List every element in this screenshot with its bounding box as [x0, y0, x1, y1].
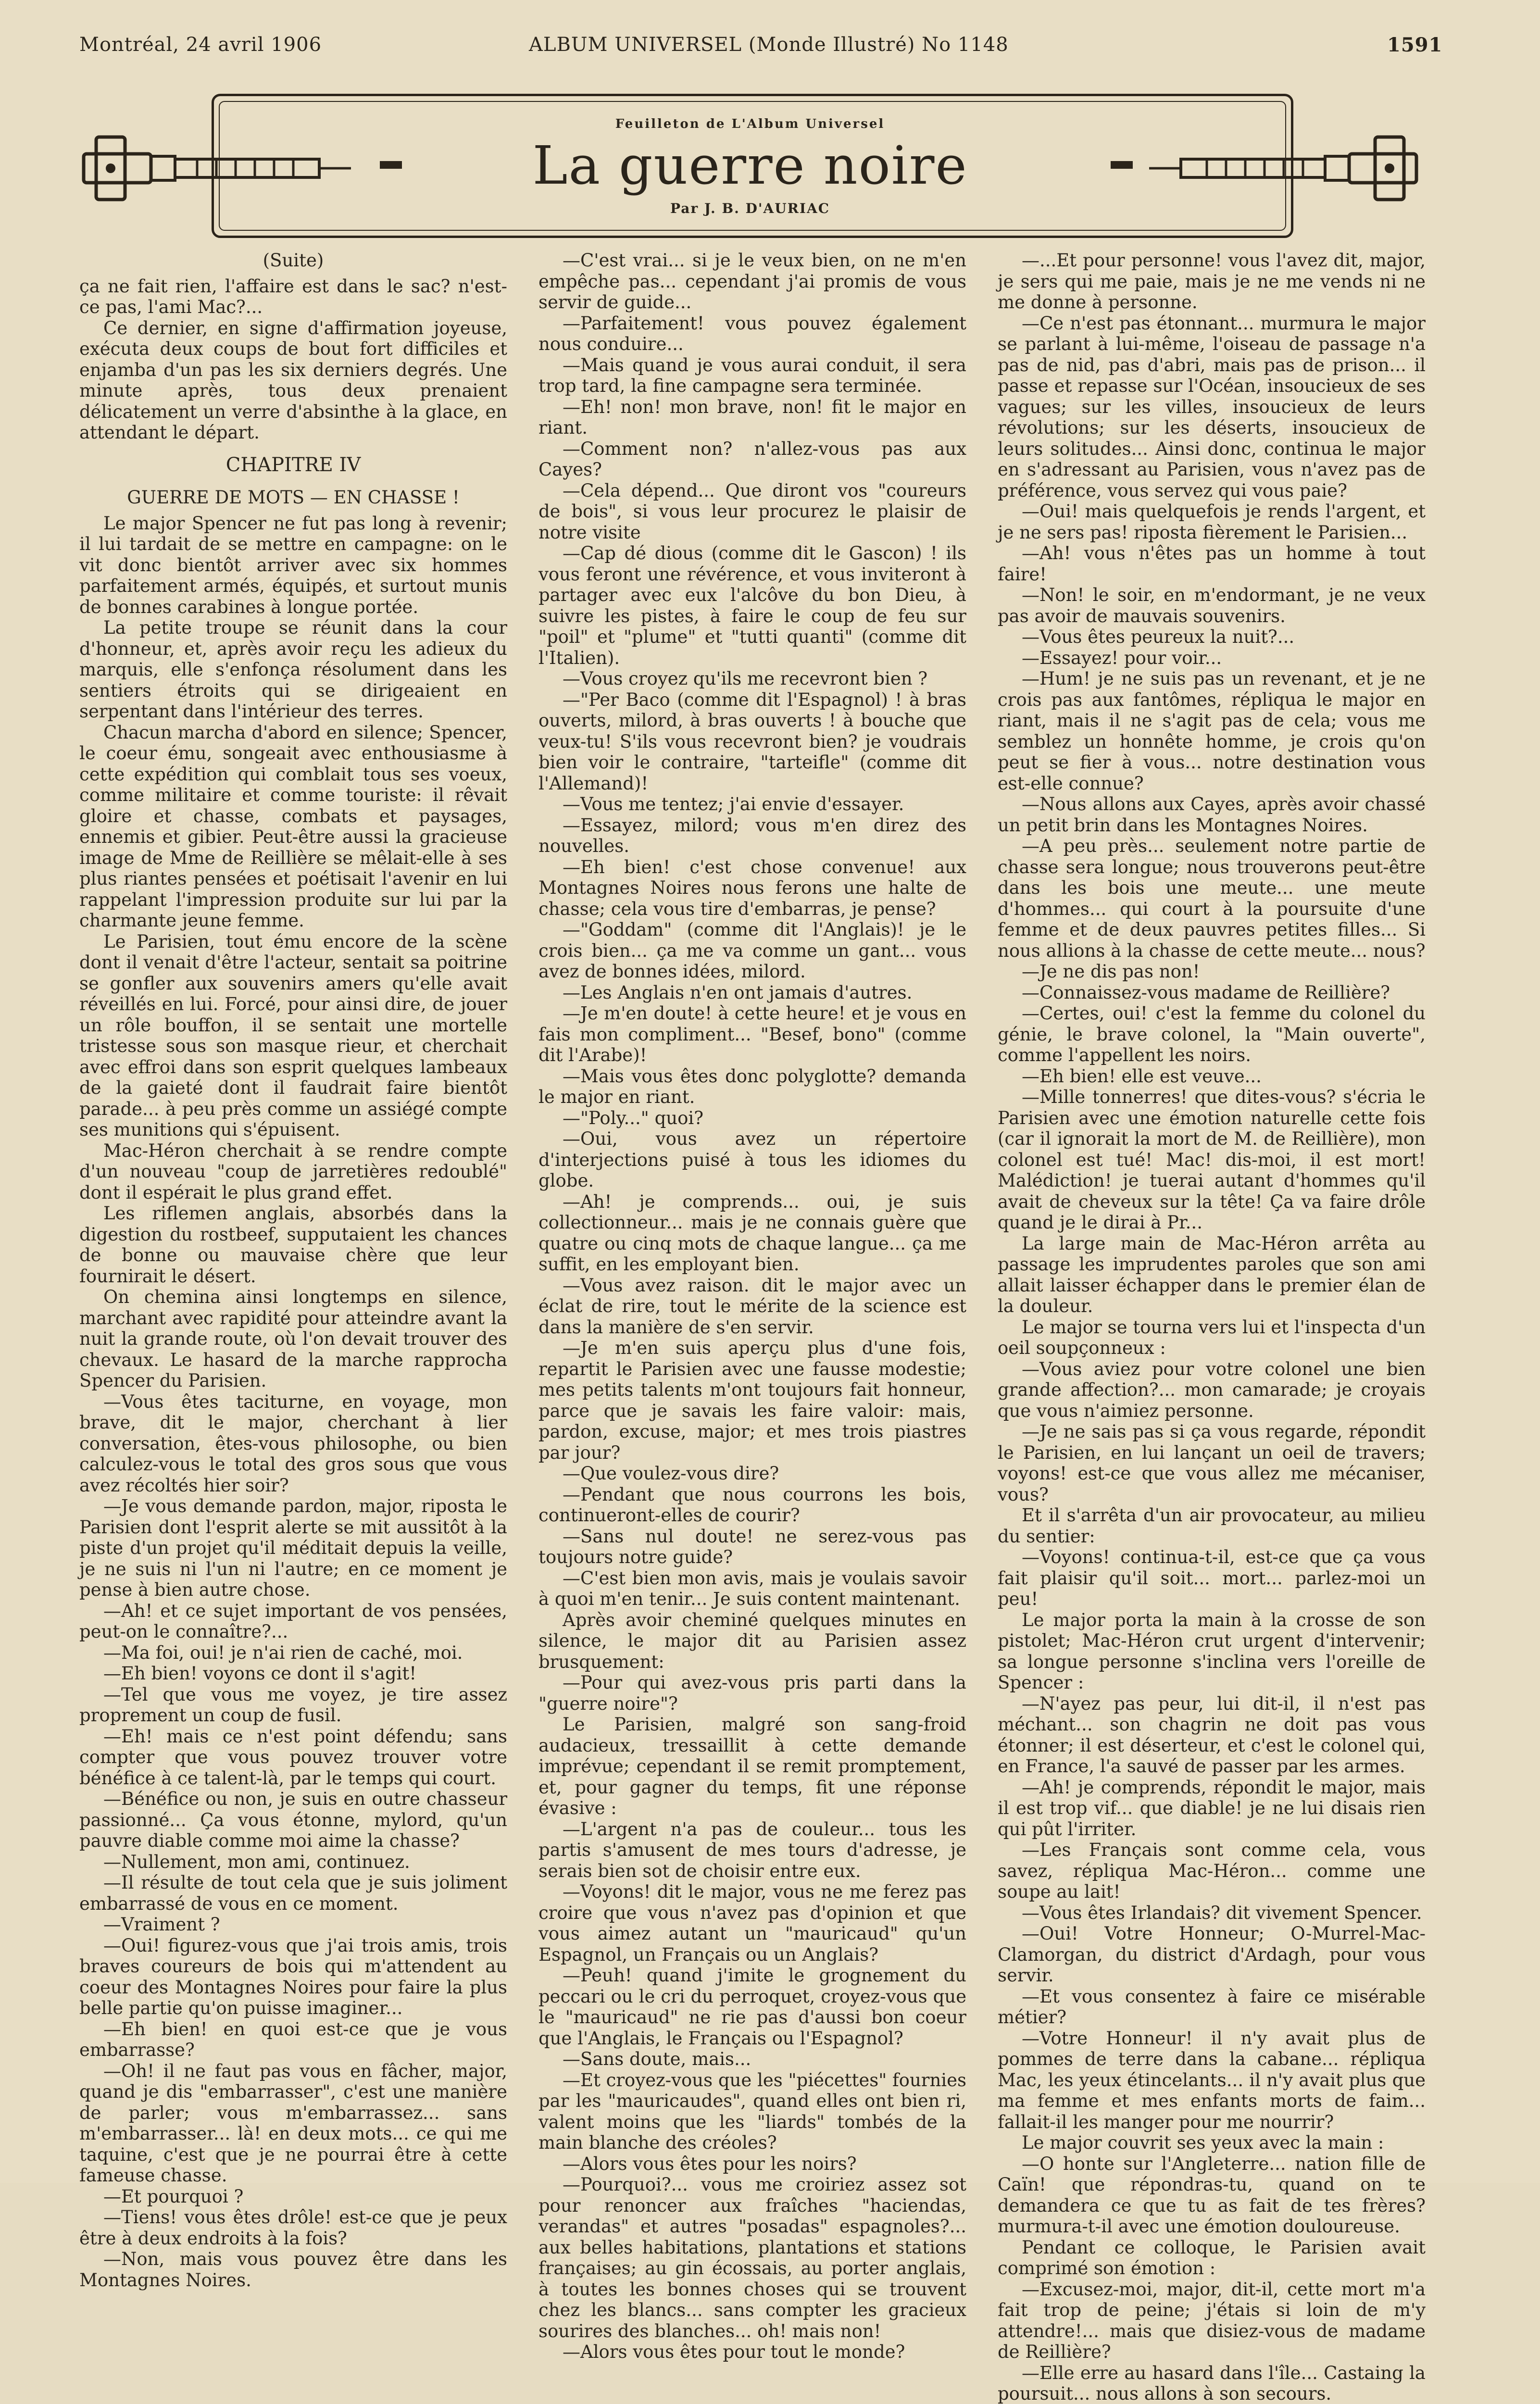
paragraph: Ce dernier, en signe d'affirmation joyeuse, exécuta deux coups de bout fort difficiles et enjamba d'un pas les six derniers degrés. Une minute après, tous deux prenaient délicatement un verre d'absinthe à la glace, en attendant le départ.	[79, 318, 507, 443]
paragraph: —Eh! non! mon brave, non! fit le major en riant.	[538, 397, 966, 438]
paragraph: —Je m'en doute! à cette heure! et je vous en fais mon compliment... "Besef, bono" (comme dit l'Arabe)!	[538, 1003, 966, 1066]
paragraph: —Pour qui avez-vous pris parti dans la "guerre noire"?	[538, 1672, 966, 1714]
paragraph: Le major se tourna vers lui et l'inspecta d'un oeil soupçonneux :	[998, 1317, 1426, 1359]
paragraph: —Hum! je ne suis pas un revenant, et je ne crois pas aux fantômes, répliqua le major en riant, mais il ne s'agit pas de cela; vous me semblez un honnête homme, je crois qu'on peut se fier à vous... notre destination vous est-elle connue?	[998, 668, 1426, 794]
paragraph: —Eh bien! elle est veuve...	[998, 1066, 1426, 1087]
paragraph: —Voyons! dit le major, vous ne me ferez pas croire que vous n'avez pas d'opinion et que vous aimez autant un "mauricaud" qu'un Espagnol, un Français ou un Anglais?	[538, 1881, 966, 1965]
paragraph: —Pendant que nous courrons les bois, continueront-elles de courir?	[538, 1484, 966, 1526]
paragraph: —Il résulte de tout cela que je suis joliment embarrassé de vous en ce moment.	[79, 1872, 507, 1914]
paragraph: —Alors vous êtes pour tout le monde?	[538, 2341, 966, 2363]
paragraph: —A peu près... seulement notre partie de chasse sera longue; nous trouverons peut-être dans les bois une meute... une meute d'hommes... qui court à la poursuite d'une femme et de deux pauvres petites filles... Si nous allions à la chasse de cette meute... nous?	[998, 836, 1426, 961]
paragraph: —Et vous consentez à faire ce misérable métier?	[998, 1986, 1426, 2028]
paragraph: —"Poly..." quoi?	[538, 1108, 966, 1129]
column-3	[998, 250, 1426, 2164]
running-header	[0, 34, 1540, 72]
paragraph: —Vous avez raison. dit le major avec un éclat de rire, tout le mérite de la science est dans la manière de s'en servir.	[538, 1275, 966, 1338]
paragraph: —Ah! vous n'êtes pas un homme à tout faire!	[998, 543, 1426, 585]
paragraph: —Sans doute, mais...	[538, 2049, 966, 2070]
paragraph: —Tel que vous me voyez, je tire assez proprement un coup de fusil.	[79, 1684, 507, 1726]
paragraph: —Oui! Votre Honneur; O-Murrel-Mac-Clamorgan, du district d'Ardagh, pour vous servir.	[998, 1923, 1426, 1986]
paragraph: —Oui! mais quelquefois je rends l'argent, et je ne sers pas! riposta fièrement le Parisien...	[998, 501, 1426, 543]
paragraph: —Peuh! quand j'imite le grognement du peccari ou le cri du perroquet, croyez-vous que le "mauricaud" ne rie pas d'aussi bon coeur que l'Anglais, le Français ou l'Espagnol?	[538, 1965, 966, 2049]
paragraph: —Ce n'est pas étonnant... murmura le major se parlant à lui-même, l'oiseau de passage n'a pas de nid, pas d'abri, mais pas de prison... il passe et repasse sur l'Océan, insoucieux de ses vagues; sur les villes, insoucieux de leurs révolutions; sur les déserts, insoucieux de leurs solitudes... Ainsi donc, continua le major en s'adressant au Parisien, vous n'avez pas de préférence, vous servez qui vous paie?	[998, 313, 1426, 501]
paragraph: —Et croyez-vous que les "piécettes" fournies par les "mauricaudes", quand elles ont bien ri, valent moins que les "liards" tombés de la main blanche des créoles?	[538, 2070, 966, 2154]
paragraph: ça ne fait rien, l'affaire est dans le sac? n'est-ce pas, l'ami Mac?...	[79, 276, 507, 318]
chapter-title: GUERRE DE MOTS — EN CHASSE !	[79, 487, 507, 508]
paragraph: —Connaissez-vous madame de Reillière?	[998, 982, 1426, 1003]
paragraph: —Oui, vous avez un répertoire d'interjections puisé à tous les idiomes du globe.	[538, 1128, 966, 1191]
paragraph: —Je vous demande pardon, major, riposta le Parisien dont l'esprit alerte se mit aussitôt à la piste d'un projet qu'il méditait depuis la veille, je ne suis ni l'un ni l'autre; en ce moment je pense à bien autre chose.	[79, 1496, 507, 1601]
paragraph: —"Goddam" (comme dit l'Anglais)! je le crois bien... ça me va comme un gant... vous avez de bonnes idées, milord.	[538, 919, 966, 982]
continued-label: (Suite)	[79, 250, 507, 271]
paragraph: —L'argent n'a pas de couleur... tous les partis s'amusent de mes tours d'adresse, je serais bien sot de choisir entre eux.	[538, 1819, 966, 1882]
paragraph: —Mais vous êtes donc polyglotte? demanda le major en riant.	[538, 1066, 966, 1108]
paragraph: —Vous aviez pour votre colonel une bien grande affection?... mon camarade; je croyais que vous n'aimiez personne.	[998, 1359, 1426, 1422]
paragraph: —...Et pour personne! vous l'avez dit, major, je sers qui me paie, mais je ne me vends ni ne me donne à personne.	[998, 250, 1426, 313]
paragraph: —Que voulez-vous dire?	[538, 1463, 966, 1484]
paragraph: Le major porta la main à la crosse de son pistolet; Mac-Héron crut urgent d'intervenir; sa longue personne s'inclina vers l'oreille de Spencer :	[998, 1610, 1426, 1693]
paragraph: —Comment non? n'allez-vous pas aux Cayes?	[538, 438, 966, 480]
paragraph: —Bénéfice ou non, je suis en outre chasseur passionné... Ça vous étonne, mylord, qu'un pauvre diable comme moi aime la chasse?	[79, 1789, 507, 1852]
paragraph: —Ah! je comprends, répondit le major, mais il est trop vif... que diable! je ne lui disais rien qui pût l'irriter.	[998, 1777, 1426, 1840]
paragraph: —Essayez! pour voir...	[998, 648, 1426, 669]
paragraph: —Les Français sont comme cela, vous savez, répliqua Mac-Héron... comme une soupe au lait!	[998, 1840, 1426, 1903]
paragraph: —Votre Honneur! il n'y avait plus de pommes de terre dans la cabane... répliqua Mac, les yeux étincelants... il n'y avait plus que ma femme et mes enfants morts de faim... fallait-il les manger pour me nourrir?	[998, 2028, 1426, 2133]
column-1	[79, 250, 507, 2164]
paragraph: —Sans nul doute! ne serez-vous pas toujours notre guide?	[538, 1526, 966, 1568]
paragraph: —Je m'en suis aperçu plus d'une fois, repartit le Parisien avec une fausse modestie; mes petits talents m'ont toujours fait honneur, parce que je savais les faire valoir: mais, pardon, excuse, major; et mes trois piastres par jour?	[538, 1338, 966, 1463]
paragraph: —Certes, oui! c'est la femme du colonel du génie, le brave colonel, la "Main ouverte", comme l'appellent les noirs.	[998, 1003, 1426, 1066]
paragraph: —Tiens! vous êtes drôle! est-ce que je peux être à deux endroits à la fois?	[79, 2207, 507, 2249]
paragraph: —"Per Baco (comme dit l'Espagnol) ! à bras ouverts, milord, à bras ouverts ! à bouche que veux-tu! S'ils vous recevront bien? je voudrais bien voir le contraire, "tarteifle" (comme dit l'Allemand)!	[538, 689, 966, 794]
paragraph: Le Parisien, tout ému encore de la scène dont il venait d'être l'acteur, sentait sa poitrine se gonfler aux souvenirs amers qu'elle avait réveillés en lui. Forcé, pour ainsi dire, de jouer un rôle bouffon, il se sentait une mortelle tristesse sous son masque rieur, et cherchait avec effroi dans son esprit quelques lambeaux de la gaieté dont il faudrait faire bientôt parade... à peu près comme un assiégé compte ses munitions qui s'épuisent.	[79, 931, 507, 1140]
paragraph: —C'est bien mon avis, mais je voulais savoir à quoi m'en tenir... Je suis content maintenant.	[538, 1568, 966, 1610]
paragraph: La petite troupe se réunit dans la cour d'honneur, et, après avoir reçu les adieux du marquis, elle s'enfonça résolument dans les sentiers étroits qui se dirigeaient en serpentant dans l'intérieur des terres.	[79, 617, 507, 722]
paragraph: Le Parisien, malgré son sang-froid audacieux, tressaillit à cette demande imprévue; cependant il se remit promptement, et, pour gagner du temps, fit une réponse évasive :	[538, 1714, 966, 1819]
paragraph: Et il s'arrêta d'un air provocateur, au milieu du sentier:	[998, 1505, 1426, 1547]
paragraph: —Parfaitement! vous pouvez également nous conduire...	[538, 313, 966, 355]
article-columns	[79, 250, 1426, 2164]
paragraph: La large main de Mac-Héron arrêta au passage les imprudentes paroles que son ami allait laisser échapper dans le premier élan de la douleur.	[998, 1233, 1426, 1317]
paragraph: —Non! le soir, en m'endormant, je ne veux pas avoir de mauvais souvenirs.	[998, 585, 1426, 626]
paragraph: —C'est vrai... si je le veux bien, on ne m'en empêche pas... cependant j'ai promis de vous servir de guide...	[538, 250, 966, 313]
paragraph: —Vous me tentez; j'ai envie d'essayer.	[538, 794, 966, 815]
paragraph: —Eh bien! c'est chose convenue! aux Montagnes Noires nous ferons une halte de chasse; cela vous tire d'embarras, je pense?	[538, 857, 966, 920]
paragraph: Le major Spencer ne fut pas long à revenir; il lui tardait de se mettre en campagne: on le vit donc bientôt arriver avec six hommes parfaitement armés, équipés, et surtout munis de bonnes carabines à longue portée.	[79, 513, 507, 618]
paragraph: —Vous êtes taciturne, en voyage, mon brave, dit le major, cherchant à lier conversation, êtes-vous philosophe, ou bien calculez-vous le total des gros sous que vous avez récoltés hier soir?	[79, 1391, 507, 1496]
paragraph: —Pourquoi?... vous me croiriez assez sot pour renoncer aux fraîches "haciendas, verandas" et autres "posadas" espagnoles?... aux belles habitations, plantations et stations françaises; au gin écossais, au porter anglais, à toutes les bonnes choses qui se trouvent chez les blancs... sans compter les gracieux sourires des blanches... oh! mais non!	[538, 2174, 966, 2341]
paragraph: —Cap dé dious (comme dit le Gascon) ! ils vous feront une révérence, et vous inviteront à partager avec eux l'alcôve du bon Dieu, à suivre les pistes, à faire le coup de feu sur "poil" et "plume" et "tutti quanti" (comme dit l'Italien).	[538, 543, 966, 668]
chapter-heading: CHAPITRE IV	[79, 455, 507, 476]
page-number: 1591	[1387, 34, 1442, 56]
paragraph: On chemina ainsi longtemps en silence, marchant avec rapidité pour atteindre avant la nuit la grande route, où l'on devait trouver des chevaux. Le hasard de la marche rapprocha Spencer du Parisien.	[79, 1287, 507, 1391]
paragraph: —Vraiment ?	[79, 1914, 507, 1935]
paragraph: —Oh! il ne faut pas vous en fâcher, major, quand je dis "embarrasser", c'est une manière de parler; vous m'embarrassez... sans m'embarrasser... là! en deux mots... ce qui me taquine, c'est que je ne pourrai être à cette fameuse chasse.	[79, 2061, 507, 2186]
paragraph: —Alors vous êtes pour les noirs?	[538, 2154, 966, 2175]
paragraph: —Voyons! continua-t-il, est-ce que ça vous fait plaisir qu'il soit... mort... parlez-moi un peu!	[998, 1547, 1426, 1610]
paragraph: Pendant ce colloque, le Parisien avait comprimé son émotion :	[998, 2237, 1426, 2279]
paragraph: —Ma foi, oui! je n'ai rien de caché, moi.	[79, 1642, 507, 1664]
paragraph: —Les Anglais n'en ont jamais d'autres.	[538, 982, 966, 1003]
paragraph: —Eh bien! voyons ce dont il s'agit!	[79, 1663, 507, 1684]
paragraph: —Non, mais vous pouvez être dans les Montagnes Noires.	[79, 2249, 507, 2291]
paragraph: Le major couvrit ses yeux avec la main :	[998, 2132, 1426, 2154]
paragraph: —Nullement, mon ami, continuez.	[79, 1852, 507, 1873]
serial-title: La guerre noire	[82, 135, 1418, 196]
paragraph: Après avoir cheminé quelques minutes en silence, le major dit au Parisien assez brusquement:	[538, 1610, 966, 1673]
publication-name: ALBUM UNIVERSEL (Monde Illustré) No 1148	[529, 34, 1009, 56]
column-2	[538, 250, 966, 2164]
paragraph: —Nous allons aux Cayes, après avoir chassé un petit brin dans les Montagnes Noires.	[998, 794, 1426, 836]
paragraph: —Je ne sais pas si ça vous regarde, répondit le Parisien, en lui lançant un oeil de travers; voyons! est-ce que vous allez me mécaniser, vous?	[998, 1421, 1426, 1505]
paragraph: —Eh! mais ce n'est point défendu; sans compter que vous pouvez trouver votre bénéfice à ce talent-là, par le temps qui court.	[79, 1726, 507, 1789]
paragraph: —Vous êtes peureux la nuit?...	[998, 626, 1426, 648]
paragraph: Les riflemen anglais, absorbés dans la digestion du rostbeef, supputaient les chances de bonne ou mauvaise chère que leur fournirait le désert.	[79, 1203, 507, 1287]
paragraph: Mac-Héron cherchait à se rendre compte d'un nouveau "coup de jarretières redoublé" dont il espérait le plus grand effet.	[79, 1140, 507, 1203]
right-pen-ornament-icon	[1149, 127, 1418, 209]
paragraph: —Eh bien! en quoi est-ce que je vous embarrasse?	[79, 2019, 507, 2061]
paragraph: —N'ayez pas peur, lui dit-il, il n'est pas méchant... son chagrin ne doit pas vous étonner; il est déserteur, et c'est le colonel qui, en France, l'a sauvé de passer par les armes.	[998, 1693, 1426, 1777]
paragraph: —Et pourquoi ?	[79, 2186, 507, 2207]
feuilleton-label: Feuilleton de L'Album Universel	[82, 117, 1418, 131]
paragraph: —Essayez, milord; vous m'en direz des nouvelles.	[538, 815, 966, 857]
paragraph: Chacun marcha d'abord en silence; Spencer, le coeur ému, songeait avec enthousiasme à cette expédition qui comblait tous ses voeux, comme militaire et comme touriste: il rêvait gloire et chasse, combats et paysages, ennemis et gibier. Peut-être aussi la gracieuse image de Mme de Reillière se mêlait-elle à ses plus riantes pensées et poétisait l'avenir en lui rappelant l'impression produite sur lui par la charmante jeune femme.	[79, 722, 507, 931]
paragraph: —Mille tonnerres! que dites-vous? s'écria le Parisien avec une émotion naturelle cette fois (car il ignorait la mort de M. de Reillière), mon colonel est tué! Mac! dis-moi, il est mort! Malédiction! je tuerai autant d'hommes qu'il avait de cheveux sur la tête! Ça va faire drôle quand je le dirai à Pr...	[998, 1087, 1426, 1233]
paragraph: —O honte sur l'Angleterre... nation fille de Caïn! que répondras-tu, quand on te demandera ce que tu as fait de tes frères? murmura-t-il avec une émotion douloureuse.	[998, 2154, 1426, 2237]
paragraph: —Ah! je comprends... oui, je suis collectionneur... mais je ne connais guère que quatre ou cinq mots de chaque langue... ça me suffit, en les employant bien.	[538, 1191, 966, 1275]
paragraph: —Cela dépend... Que diront vos "coureurs de bois", si vous leur procurez le plaisir de notre visite	[538, 480, 966, 543]
paragraph: —Je ne dis pas non!	[998, 961, 1426, 982]
paragraph: —Elle erre au hasard dans l'île... Castaing la poursuit... nous allons à son secours.	[998, 2363, 1426, 2404]
paragraph: —Ah! et ce sujet important de vos pensées, peut-on le connaître?...	[79, 1601, 507, 1642]
paragraph: —Vous croyez qu'ils me recevront bien ?	[538, 668, 966, 689]
feuilleton-masthead	[82, 89, 1418, 243]
paragraph: —Vous êtes Irlandais? dit vivement Spencer.	[998, 1903, 1426, 1924]
serial-author: Par J. B. D'AURIAC	[82, 200, 1418, 216]
paragraph: —Excusez-moi, major, dit-il, cette mort m'a fait trop de peine; j'étais si loin de m'y attendre!... mais que disiez-vous de madame de Reillière?	[998, 2279, 1426, 2363]
paragraph: —Oui! figurez-vous que j'ai trois amis, trois braves coureurs de bois qui m'attendent au coeur des Montagnes Noires pour faire la plus belle partie qu'on puisse imaginer...	[79, 1935, 507, 2019]
paragraph: —Mais quand je vous aurai conduit, il sera trop tard, la fine campagne sera terminée.	[538, 355, 966, 397]
issue-date: Montréal, 24 avril 1906	[79, 34, 322, 56]
